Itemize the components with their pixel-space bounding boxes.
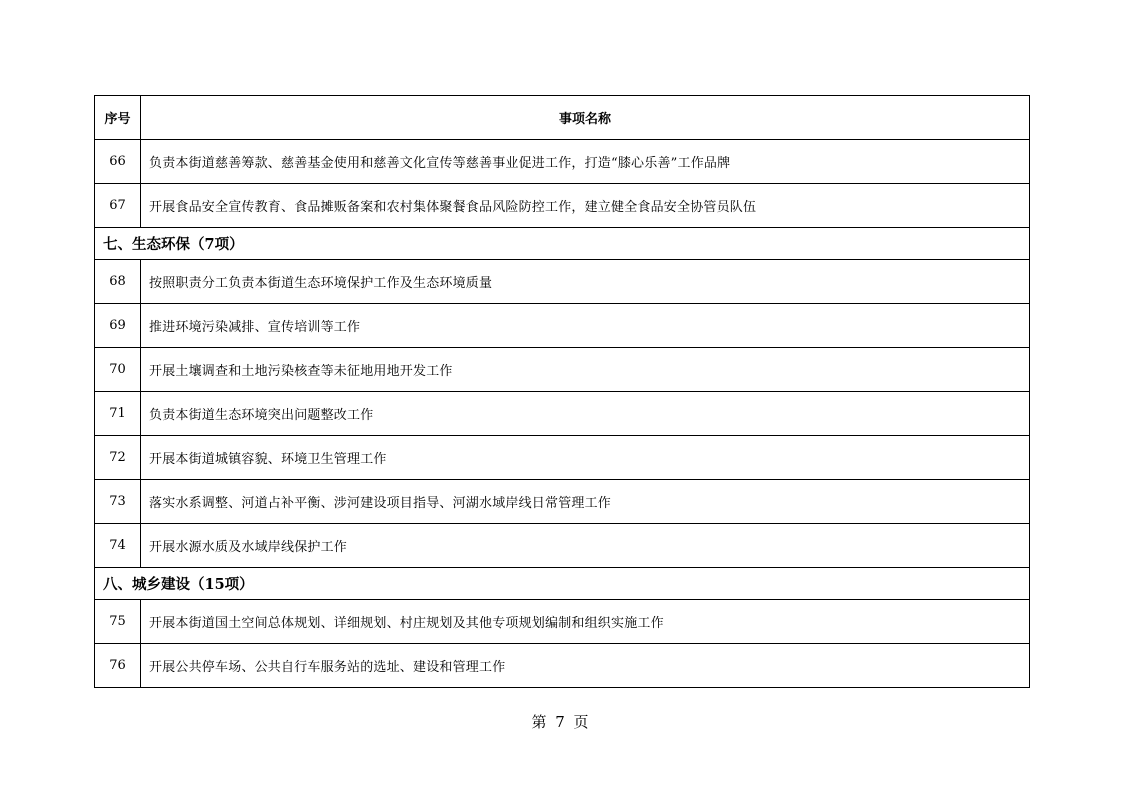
table-row bbox=[95, 644, 1030, 688]
item-serial-number: 66 bbox=[95, 140, 141, 184]
section-header-row bbox=[95, 228, 1030, 260]
table-row bbox=[95, 600, 1030, 644]
item-serial-number: 70 bbox=[95, 348, 141, 392]
page-number: 第 7 页 bbox=[531, 713, 591, 731]
item-matter-name: 开展土壤调查和土地污染核查等未征地用地开发工作 bbox=[141, 348, 1030, 392]
table-row bbox=[95, 348, 1030, 392]
item-matter-name: 按照职责分工负责本街道生态环境保护工作及生态环境质量 bbox=[141, 260, 1030, 304]
item-matter-name: 负责本街道生态环境突出问题整改工作 bbox=[141, 392, 1030, 436]
item-matter-name: 开展公共停车场、公共自行车服务站的选址、建设和管理工作 bbox=[141, 644, 1030, 688]
section-title-cell bbox=[95, 228, 1030, 260]
item-serial-number: 68 bbox=[95, 260, 141, 304]
item-matter-name: 开展本街道国土空间总体规划、详细规划、村庄规划及其他专项规划编制和组织实施工作 bbox=[141, 600, 1030, 644]
item-serial-number: 72 bbox=[95, 436, 141, 480]
item-matter-name: 推进环境污染减排、宣传培训等工作 bbox=[141, 304, 1030, 348]
item-matter-name: 负责本街道慈善筹款、慈善基金使用和慈善文化宣传等慈善事业促进工作，打造“膝心乐善”工作品牌 bbox=[141, 140, 1030, 184]
table-row bbox=[95, 392, 1030, 436]
section-title: 七、生态环保 bbox=[103, 237, 190, 253]
item-matter-name: 开展食品安全宣传教育、食品摊贩备案和农村集体聚餐食品风险防控工作，建立健全食品安全协管员队伍 bbox=[141, 184, 1030, 228]
table-row bbox=[95, 436, 1030, 480]
item-serial-number: 74 bbox=[95, 524, 141, 568]
section-item-count: （15项） bbox=[190, 576, 254, 593]
item-serial-number: 67 bbox=[95, 184, 141, 228]
matters-table bbox=[94, 95, 1030, 688]
item-matter-name: 落实水系调整、河道占补平衡、涉河建设项目指导、河湖水域岸线日常管理工作 bbox=[141, 480, 1030, 524]
table-row bbox=[95, 184, 1030, 228]
item-serial-number: 73 bbox=[95, 480, 141, 524]
section-item-count: （7项） bbox=[190, 236, 244, 253]
table-row bbox=[95, 260, 1030, 304]
item-serial-number: 75 bbox=[95, 600, 141, 644]
item-serial-number: 71 bbox=[95, 392, 141, 436]
table-row bbox=[95, 480, 1030, 524]
item-matter-name: 开展本街道城镇容貌、环境卫生管理工作 bbox=[141, 436, 1030, 480]
section-header-row bbox=[95, 568, 1030, 600]
section-title-cell bbox=[95, 568, 1030, 600]
item-serial-number: 69 bbox=[95, 304, 141, 348]
item-serial-number: 76 bbox=[95, 644, 141, 688]
header-matter-name: 事项名称 bbox=[141, 96, 1030, 140]
table-row bbox=[95, 140, 1030, 184]
table-header-row bbox=[95, 96, 1030, 140]
table-row bbox=[95, 524, 1030, 568]
header-serial-number: 序号 bbox=[95, 96, 141, 140]
table-row bbox=[95, 304, 1030, 348]
table-body bbox=[95, 140, 1030, 688]
item-matter-name: 开展水源水质及水域岸线保护工作 bbox=[141, 524, 1030, 568]
section-title: 八、城乡建设 bbox=[103, 577, 190, 593]
